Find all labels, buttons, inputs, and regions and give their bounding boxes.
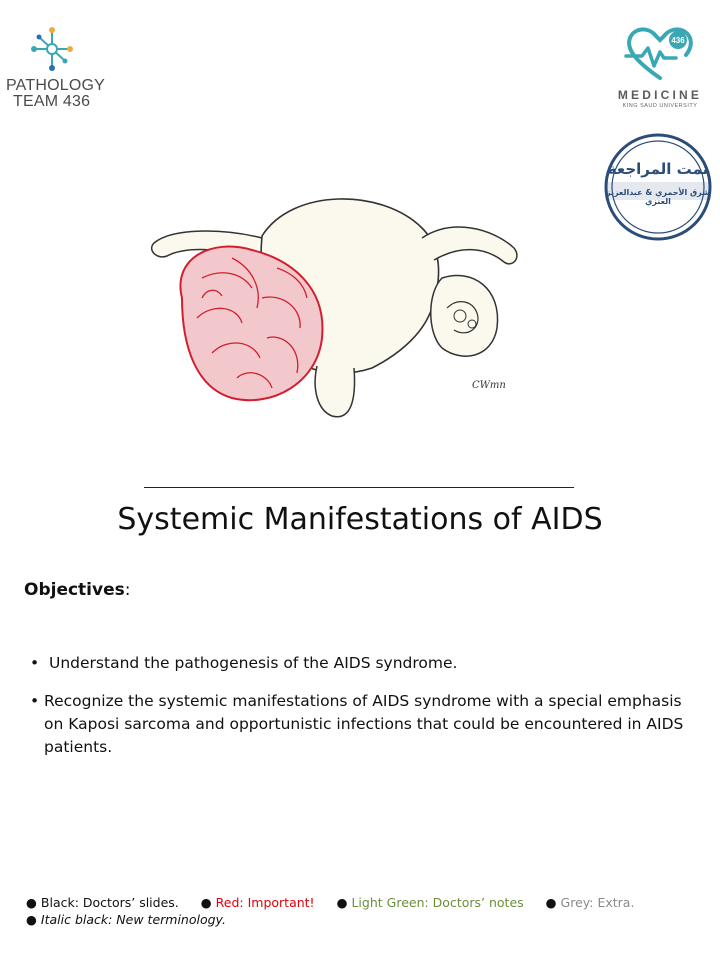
page-title: Systemic Manifestations of AIDS (117, 502, 603, 537)
title-divider (144, 487, 574, 488)
legend-green: ● Light Green: Doctors’ notes (336, 895, 524, 910)
legend-italic: ● Italic black: New terminology. (26, 912, 226, 927)
legend-grey: ● Grey: Extra. (545, 895, 635, 910)
legend-red: ● Red: Important! (200, 895, 315, 910)
molecule-icon (20, 24, 84, 74)
objectives-heading: Objectives: (24, 580, 131, 600)
bullet-icon: • (30, 654, 40, 672)
university-name: KING SAUD UNIVERSITY (622, 103, 698, 109)
medicine-wordmark: MEDICINE (617, 88, 703, 102)
legend-black: ● Black: Doctors’ slides. (26, 895, 179, 910)
heart-pulse-icon (620, 22, 700, 84)
objective-item: • Recognize the systemic manifestations of AIDS syndrome with a special emphasis on Kaposi sarcoma and opportunistic infections that could be encountered in AIDS patients. (30, 692, 684, 756)
uterus-ovary-illustration (142, 188, 522, 428)
pathology-team-logo (6, 24, 116, 110)
svg-text:CWmn: CWmn (472, 380, 506, 391)
bullet-icon: • (30, 692, 40, 710)
stamp-seal-icon (601, 130, 715, 244)
medicine-logo (604, 22, 716, 109)
objective-item: • Understand the pathogenesis of the AIDS syndrome. (24, 652, 684, 675)
svg-text:436: 436 (671, 36, 685, 45)
color-legend (26, 894, 652, 928)
review-stamp: تمت المراجعة شرق الأحمري & عبدالعزيز العنزي (601, 130, 715, 244)
team-name: PATHOLOGY TEAM 436 (6, 77, 106, 110)
